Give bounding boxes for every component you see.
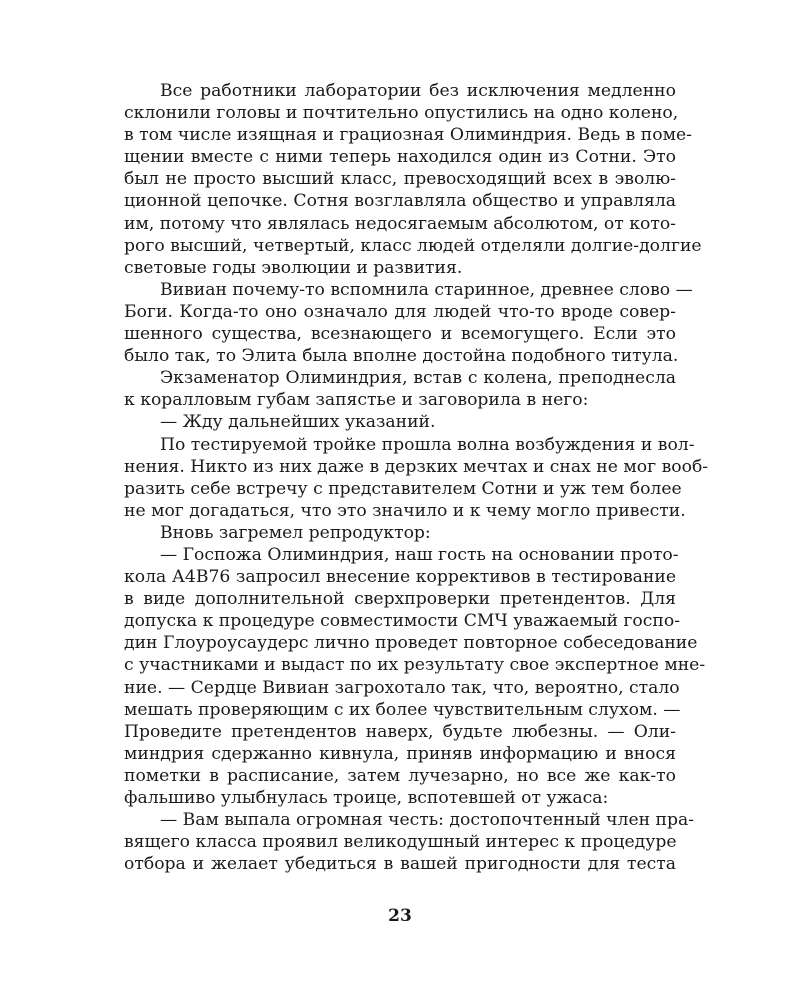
- text-line: к коралловым губам запястье и заговорила в него:: [124, 390, 589, 411]
- body-text: [124, 80, 709, 875]
- text-line: шенного существа, всезнающего и всемогущего. Если это: [124, 324, 676, 345]
- text-line: Боги. Когда-то оно означало для людей что-то вроде совер-: [124, 301, 676, 322]
- text-line: — Госпожа Олиминдрия, наш гость на основании прото-: [160, 544, 679, 565]
- text-line: фальшиво улыбнулась троице, вспотевшей от ужаса:: [124, 788, 609, 808]
- text-line: мешать проверяющим с их более чувствительным слухом. —: [124, 699, 681, 720]
- text-line: ционной цепочке. Сотня возглавляла общество и управляла: [124, 191, 676, 212]
- text-line: дин Глоуроусаудерс лично проведет повторное собеседование: [124, 633, 698, 654]
- text-line: — Жду дальнейших указаний.: [160, 412, 436, 433]
- text-line: миндрия сдержанно кивнула, приняв информацию и внося: [124, 743, 676, 764]
- text-line: световые годы эволюции и развития.: [124, 257, 463, 278]
- text-line: не мог догадаться, что это значило и к чему могло привести.: [124, 500, 686, 521]
- page-number: 23: [388, 906, 412, 926]
- text-line: разить себе встречу с представителем Сотни и уж тем более: [124, 478, 682, 499]
- text-line: в виде дополнительной сверхпроверки претендентов. Для: [124, 589, 676, 610]
- text-line: Проведите претендентов наверх, будьте любезны. — Оли-: [124, 721, 676, 742]
- text-line: рого высший, четвертый, класс людей отделяли долгие-долгие: [124, 235, 702, 256]
- text-line: По тестируемой тройке прошла волна возбуждения и вол-: [160, 434, 695, 455]
- text-line: был не просто высший класс, превосходящий всех в эволю-: [124, 169, 676, 190]
- text-line: Вивиан почему-то вспомнила старинное, древнее слово —: [160, 279, 693, 300]
- text-line: в том числе изящная и грациозная Олиминдрия. Ведь в поме-: [124, 125, 692, 146]
- text-line: вящего класса проявил великодушный интерес к процедуре: [124, 832, 677, 853]
- text-line: с участниками и выдаст по их результату свое экспертное мне-: [124, 655, 706, 676]
- text-line: пометки в расписание, затем лучезарно, но все же как-то: [124, 765, 676, 786]
- text-line: было так, то Элита была вполне достойна подобного титула.: [124, 346, 679, 367]
- text-line: нения. Никто из них даже в дерзких мечтах и снах не мог вооб-: [124, 456, 709, 477]
- text-line: Вновь загремел репродуктор:: [160, 522, 431, 543]
- text-line: отбора и желает убедиться в вашей пригодности для теста: [124, 854, 676, 875]
- text-line: — Вам выпала огромная честь: достопочтенный член пра-: [160, 810, 695, 831]
- text-line: Экзаменатор Олиминдрия, встав с колена, преподнесла: [160, 368, 676, 389]
- text-line: склонили головы и почтительно опустились на одно колено,: [124, 103, 679, 124]
- text-line: щении вместе с ними теперь находился один из Сотни. Это: [124, 147, 676, 168]
- text-line: им, потому что являлась недосягаемым абсолютом, от кото-: [124, 213, 676, 234]
- text-line: допуска к процедуре совместимости СМЧ уважаемый госпо-: [124, 611, 681, 632]
- text-line: ние. — Сердце Вивиан загрохотало так, что, вероятно, стало: [124, 677, 680, 698]
- text-line: кола А4В76 запросил внесение коррективов в тестирование: [124, 567, 676, 588]
- text-line: Все работники лаборатории без исключения медленно: [160, 81, 676, 101]
